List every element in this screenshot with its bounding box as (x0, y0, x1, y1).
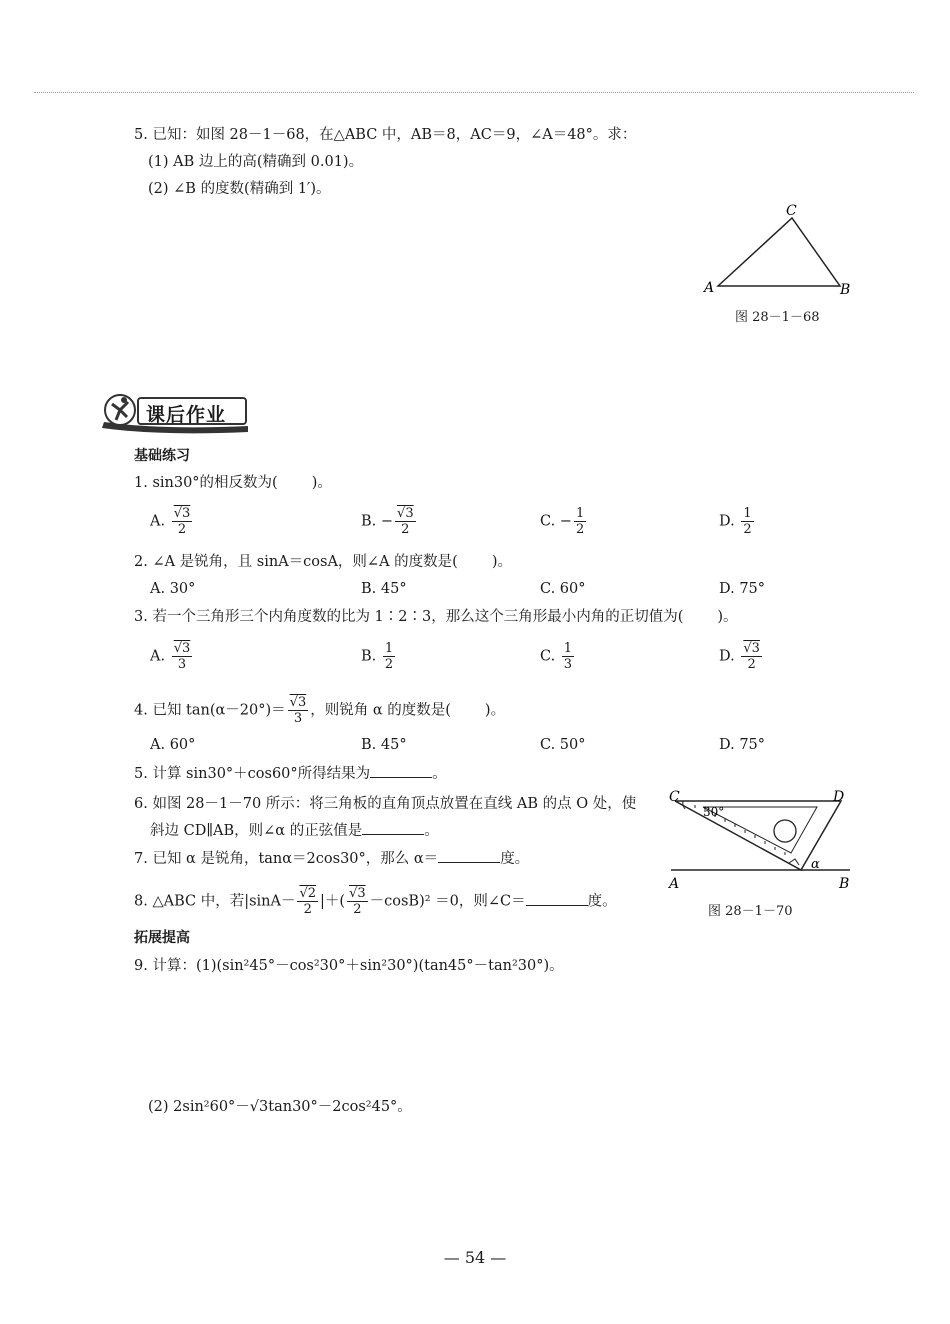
triangle-abc (718, 218, 840, 286)
extend-title: 拓展提高 (134, 930, 190, 946)
q4-stem: 4. 已知 tan(α－20°)＝ $\frac{√3}{3}$ ，则锐角 α 的度数是( )。 (134, 695, 506, 726)
figure-28-1-70 (665, 785, 855, 895)
q6-line2: 斜边 CD∥AB，则∠α 的正弦值是 。 (150, 823, 439, 839)
q3-option-c: C. $\frac{1}{3}$ (540, 641, 573, 672)
alpha-label: α (811, 857, 820, 872)
q2-option-d: D. 75° (719, 581, 766, 597)
q5-answer-blank[interactable] (370, 765, 432, 778)
q9-part2: (2) 2sin²60°－√3tan30°－2cos²45°。 (148, 1099, 412, 1115)
q2-option-b: B. 45° (361, 581, 407, 597)
point-a-label-70: A (669, 876, 680, 892)
vertex-c-label-70: C (669, 789, 680, 805)
q4-option-c: C. 50° (540, 737, 586, 753)
header-rule (34, 92, 914, 93)
basic-practice-title: 基础练习 (134, 448, 190, 464)
q5-top-part2: (2) ∠B 的度数(精确到 1′)。 (148, 181, 331, 197)
q3-option-b: B. $\frac{1}{2}$ (361, 641, 394, 672)
q4-option-a: A. 60° (150, 737, 196, 753)
q7-answer-blank[interactable] (438, 850, 500, 863)
q5-stem: 5. 计算 sin30°＋cos60°所得结果为 。 (134, 766, 447, 782)
vertex-c-label: C (786, 203, 797, 219)
q7-stem: 7. 已知 α 是锐角，tanα＝2cos30°，那么 α＝ 度。 (134, 851, 530, 867)
set-square-hole (774, 820, 796, 842)
q1-option-b: B. − $\frac{√3}{2}$ (361, 506, 414, 537)
q5-top-part1: (1) AB 边上的高(精确到 0.01)。 (148, 154, 364, 170)
q3-stem: 3. 若一个三角形三个内角度数的比为 1∶2∶3，那么这个三角形最小内角的正切值为( )。 (134, 609, 738, 625)
point-b-label-70: B (839, 876, 850, 892)
q3-option-a: A. $\frac{√3}{3}$ (150, 641, 191, 672)
page-number: — 54 — (443, 1248, 507, 1267)
q2-option-c: C. 60° (540, 581, 586, 597)
q2-stem: 2. ∠A 是锐角，且 sinA＝cosA，则∠A 的度数是( )。 (134, 554, 512, 570)
figure-caption-70: 图 28－1－70 (708, 904, 793, 919)
angle-30-label: 30° (703, 805, 725, 819)
q6-answer-blank[interactable] (362, 822, 424, 835)
q8-answer-blank[interactable] (526, 893, 588, 906)
q1-option-a: A. $\frac{√3}{2}$ (150, 506, 191, 537)
section-title: 课后作业 (146, 404, 227, 426)
vertex-a-label: A (704, 280, 715, 296)
q2-option-a: A. 30° (150, 581, 196, 597)
vertex-b-label: B (840, 282, 851, 298)
q3-option-d: D. $\frac{√3}{2}$ (719, 641, 760, 672)
q1-option-c: C. − $\frac{1}{2}$ (540, 506, 585, 537)
vertex-d-label-70: D (833, 789, 845, 805)
figure-28-1-68 (700, 200, 860, 300)
q4-option-b: B. 45° (361, 737, 407, 753)
q4-option-d: D. 75° (719, 737, 766, 753)
q5-top-stem: 5. 已知：如图 28－1－68，在△ABC 中，AB＝8，AC＝9，∠A＝48°。求： (134, 127, 637, 143)
q1-stem: 1. sin30°的相反数为( )。 (134, 475, 332, 491)
q9-part1: 9. 计算：(1)(sin²45°－cos²30°＋sin²30°)(tan45°－tan²30°)。 (134, 958, 564, 974)
figure-caption-68: 图 28－1－68 (735, 310, 820, 325)
q6-line1: 6. 如图 28－1－70 所示：将三角板的直角顶点放置在直线 AB 的点 O 处，使 (134, 796, 637, 812)
q8-stem: 8. △ABC 中，若|sinA－ $\frac{√2}{2}$ |＋( $\frac{√3}{2}$ －cosB)² ＝0，则∠C＝ 度。 (134, 886, 617, 917)
q1-option-d: D. $\frac{1}{2}$ (719, 506, 752, 537)
